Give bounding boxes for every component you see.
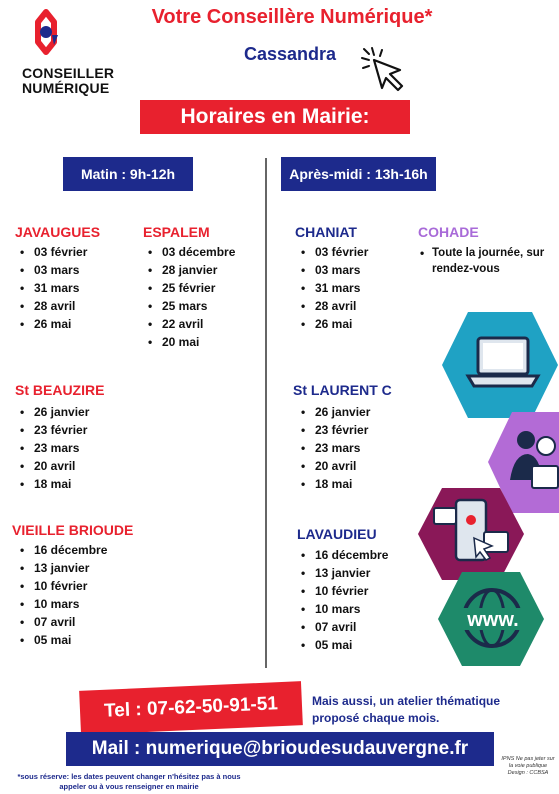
date-list <box>418 245 553 277</box>
date-item: • 13 janvier <box>296 564 388 582</box>
date-item: • 10 mars <box>15 595 133 613</box>
date-item: • 10 mars <box>296 600 388 618</box>
date-item: • 31 mars <box>296 279 368 297</box>
date-item: • 07 avril <box>15 613 133 631</box>
page-title: Votre Conseillère Numérique* <box>151 6 433 28</box>
date-item: • 28 avril <box>15 297 100 315</box>
ipns-note: IPNS Ne pas jeter sur la voie publique Design : CCBSA <box>501 756 555 776</box>
date-item: • 23 février <box>296 421 392 439</box>
date-item: • 07 avril <box>296 618 388 636</box>
phone-number[interactable]: Tel : 07-62-50-91-51 <box>79 681 303 735</box>
date-item: • 20 avril <box>296 457 392 475</box>
laptop-icon <box>440 310 559 420</box>
date-item: • 16 décembre <box>296 546 388 564</box>
date-item: • 28 janvier <box>143 261 235 279</box>
town-block-chaniat <box>295 224 368 333</box>
disclaimer-note: *sous réserve: les dates peuvent changer n'hésitez pas à nous appeler ou à vous renseigner en mairie <box>17 772 241 791</box>
phone-apps-icon <box>416 486 526 582</box>
date-item: • 23 mars <box>15 439 104 457</box>
date-item: • 16 décembre <box>15 541 133 559</box>
schedule-banner: Horaires en Mairie: <box>140 100 410 134</box>
date-list <box>143 243 235 351</box>
town-name: St BEAUZIRE <box>15 382 105 398</box>
date-item: • 10 février <box>15 577 133 595</box>
town-name: COHADE <box>418 224 479 240</box>
town-name: St LAURENT C <box>293 382 392 398</box>
morning-hours-label: Matin : 9h-12h <box>63 157 193 191</box>
date-item: • Toute la journée, sur rendez-vous <box>418 245 553 277</box>
date-list <box>296 243 368 333</box>
date-item: • 26 mai <box>296 315 368 333</box>
date-list <box>15 403 104 493</box>
town-block-st-beauzire <box>15 382 104 493</box>
date-item: • 25 mars <box>143 297 235 315</box>
date-list <box>15 243 100 333</box>
date-list <box>296 403 392 493</box>
date-item: • 03 mars <box>15 261 100 279</box>
town-name: JAVAUGUES <box>15 224 101 240</box>
date-item: • 20 mai <box>143 333 235 351</box>
date-item: • 20 avril <box>15 457 104 475</box>
town-block-vieille-brioude <box>12 522 133 649</box>
date-item: • 05 mai <box>296 636 388 654</box>
date-item: • 31 mars <box>15 279 100 297</box>
date-list <box>15 541 133 649</box>
logo-text <box>22 66 114 96</box>
logo-line-2: NUMÉRIQUE <box>22 80 110 96</box>
date-item: • 25 février <box>143 279 235 297</box>
advisor-name: Cassandra <box>243 44 337 64</box>
town-block-st-laurent-c <box>293 382 392 493</box>
town-block-cohade <box>418 224 553 277</box>
logo-line-1: CONSEILLER <box>22 65 115 81</box>
date-item: • 03 février <box>296 243 368 261</box>
email-address[interactable]: Mail : numerique@brioudesudauvergne.fr <box>66 732 494 766</box>
date-item: • 03 février <box>15 243 100 261</box>
town-block-espalem <box>143 224 235 351</box>
date-item: • 03 décembre <box>143 243 235 261</box>
town-block-lavaudieu <box>297 526 388 654</box>
town-name: LAVAUDIEU <box>297 526 377 542</box>
date-item: • 26 janvier <box>296 403 392 421</box>
cursor-click-icon <box>358 44 408 92</box>
www-globe-icon <box>436 570 546 668</box>
date-item: • 26 mai <box>15 315 100 333</box>
date-item: • 03 mars <box>296 261 368 279</box>
date-item: • 26 janvier <box>15 403 104 421</box>
atelier-note: Mais aussi, un atelier thématique proposé chaque mois. <box>312 694 501 725</box>
column-divider <box>265 158 267 668</box>
town-block-javaugues <box>15 224 100 333</box>
date-item: • 18 mai <box>296 475 392 493</box>
date-item: • 23 février <box>15 421 104 439</box>
town-name: VIEILLE BRIOUDE <box>12 522 134 538</box>
date-item: • 23 mars <box>296 439 392 457</box>
afternoon-hours-label: Après-midi : 13h-16h <box>281 157 436 191</box>
town-name: CHANIAT <box>295 224 357 240</box>
date-item: • 28 avril <box>296 297 368 315</box>
date-item: • 13 janvier <box>15 559 133 577</box>
town-name: ESPALEM <box>143 224 210 240</box>
svg-text:www.: www. <box>467 609 519 631</box>
date-item: • 22 avril <box>143 315 235 333</box>
date-item: • 05 mai <box>15 631 133 649</box>
date-item: • 18 mai <box>15 475 104 493</box>
date-list <box>296 546 388 654</box>
date-item: • 10 février <box>296 582 388 600</box>
